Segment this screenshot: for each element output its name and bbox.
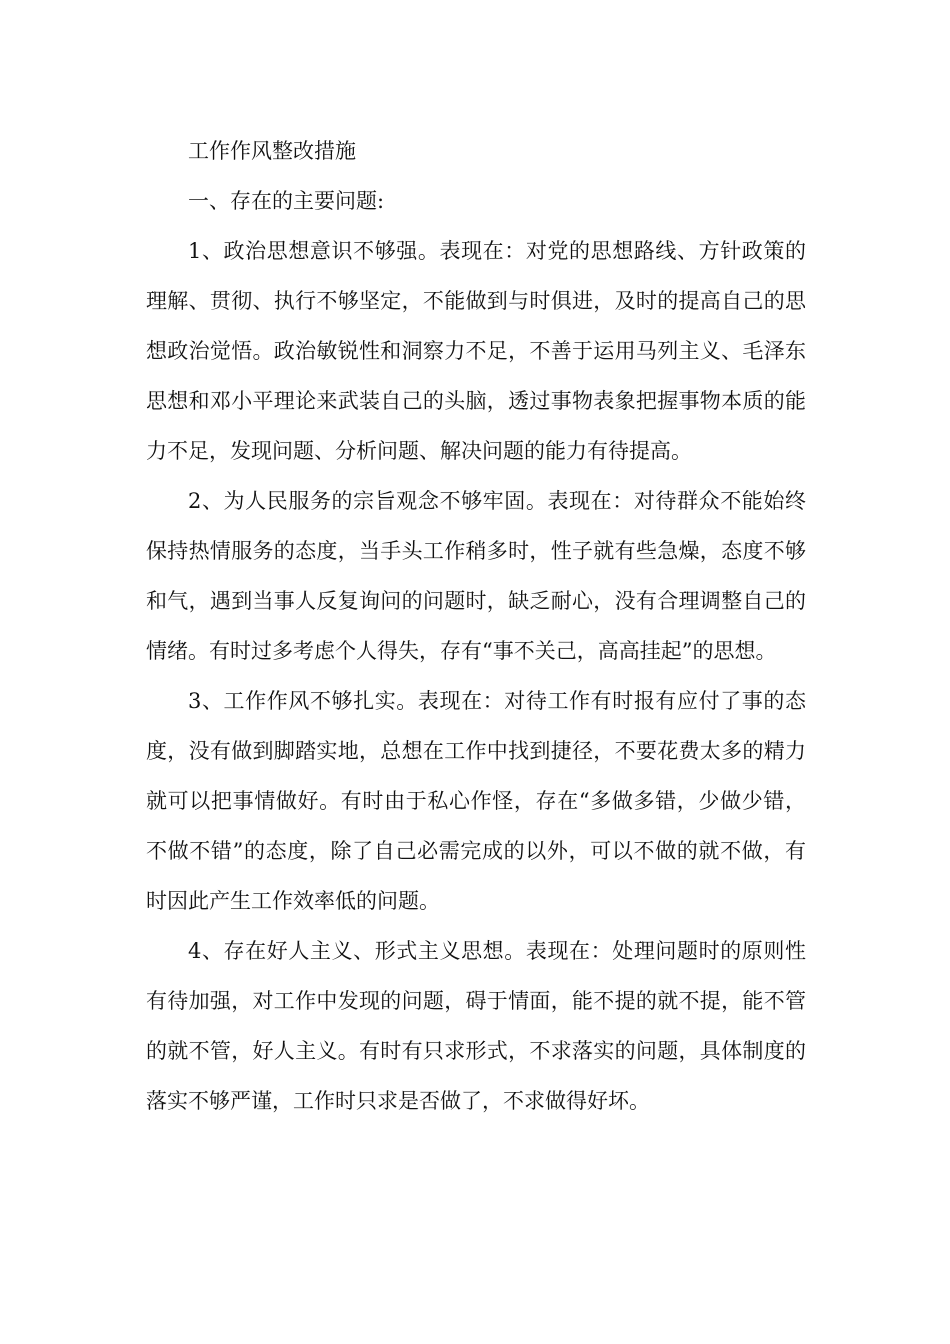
paragraph-1: 1、政治思想意识不够强。表现在：对党的思想路线、方针政策的理解、贯彻、执行不够坚定，不能做到与时俱进，及时的提高自己的思想政治觉悟。政治敏锐性和洞察力不足，不善于运用马列主义、毛泽东思想和邓小平理论来武装自己的头脑，透过事物表象把握事物本质的能力不足，发现问题、分析问题、解决问题的能力有待提高。 <box>146 239 806 463</box>
section-heading: 一、存在的主要问题: <box>188 189 385 213</box>
paragraph-4: 4、存在好人主义、形式主义思想。表现在：处理问题时的原则性有待加强，对工作中发现的问题，碍于情面，能不提的就不提，能不管的就不管，好人主义。有时有只求形式，不求落实的问题，具体制度的落实不够严谨，工作时只求是否做了，不求做得好坏。 <box>146 939 806 1113</box>
document-body <box>146 126 806 1126</box>
document-title: 工作作风整改措施 <box>188 139 356 163</box>
paragraph-3: 3、工作作风不够扎实。表现在：对待工作有时报有应付了事的态度，没有做到脚踏实地，总想在工作中找到捷径，不要花费太多的精力就可以把事情做好。有时由于私心作怪，存在“多做多错，少做少错，不做不错”的态度，除了自己必需完成的以外，可以不做的就不做，有时因此产生工作效率低的问题。 <box>146 689 806 913</box>
paragraph-2: 2、为人民服务的宗旨观念不够牢固。表现在：对待群众不能始终保持热情服务的态度，当手头工作稍多时，性子就有些急燥，态度不够和气，遇到当事人反复询问的问题时，缺乏耐心，没有合理调整自己的情绪。有时过多考虑个人得失，存有“事不关己，高高挂起”的思想。 <box>146 489 806 663</box>
